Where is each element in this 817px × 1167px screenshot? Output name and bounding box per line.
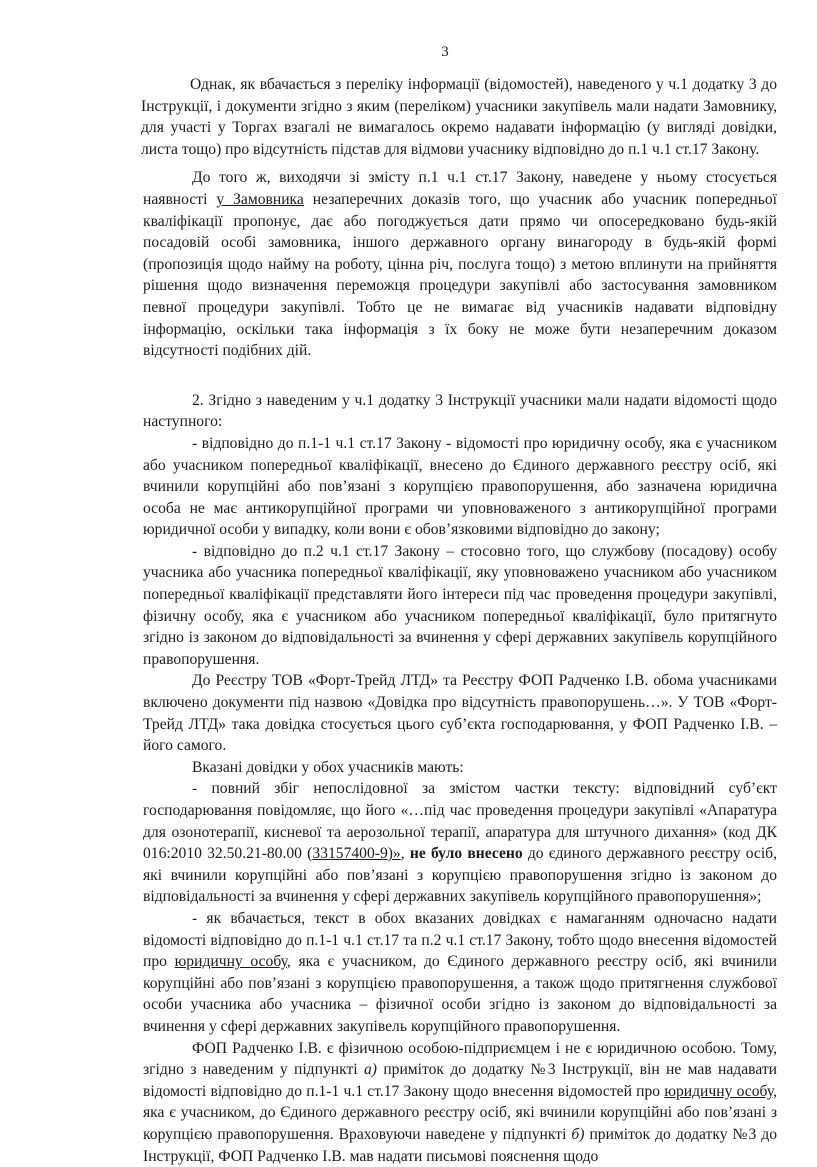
paragraph-8-text-d: до єдиного державного реєстру осіб, які вчинили корупційні або пов’язані з корупцією правопорушення згідно із законом до відповідальності за вчинення у сфері державних закупівель корупційного правопорушення»; [143,845,777,906]
paragraph-10-text-c: , яка є учасником, до Єдиного державного реєстру осіб, які вчинили корупційні або пов’язані з корупцією правопорушення. Враховуючи наведене у підпункті [143,1082,778,1143]
paragraph-8 [143,778,777,908]
paragraph-8-text-a: - повний збіг непослідовної за змістом частки тексту: відповідний суб’єкт господарювання повідомляє, що його «…під час проведення процедури закупівлі «Апаратура для озонотерапії, кисневої та аерозольної терапії, апаратура для штучного дихання» (код ДК 016:2010 32.50.21-80.00 ( [143,780,777,863]
paragraph-9-underlined: юридичну особу [174,953,287,971]
paragraph-2-text-a: До того ж, виходячи зі змісту п.1 ч.1 ст.17 Закону, наведене у ньому стосується наявності [143,169,777,208]
paragraph-3: 2. Згідно з наведеним у ч.1 додатку 3 Інструкції учасники мали надати відомості щодо наступного: [143,391,777,431]
paragraph-6: До Реєстру ТОВ «Форт-Трейд ЛТД» та Реєстру ФОП Радченко І.В. обома учасниками включено документи під назвою «Довідка про відсутність правопорушень…». У ТОВ «Форт-Трейд ЛТД» така довідка стосується цього суб’єкта господарювання, у ФОП Радченко І.В. – його самого. [143,672,777,755]
paragraph-10-underlined: юридичну особу [664,1082,774,1100]
paragraph-2 [143,167,777,361]
paragraph-10-italic-b: б) [571,1125,585,1143]
paragraph-10-italic-a: а) [363,1061,377,1079]
paragraph-10-text-d: приміток до додатку №3 до Інструкції, ФОП Радченко І.В. мав надати письмові пояснення щодо [143,1125,778,1165]
paragraph-10 [143,1038,777,1167]
paragraph-8-text-c: , [400,845,410,863]
paragraph-10-text-b: приміток до додатку №3 Інструкції, він не мав надавати відомості відповідно до п.1-1 ч.1 ст.17 Закону щодо внесення відомостей про [143,1061,777,1100]
paragraph-8-bold: не було внесено [409,845,523,863]
paragraph-5: - відповідно до п.2 ч.1 ст.17 Закону – стосовно того, що службову (посадову) особу учасника або учасника попередньої кваліфікації, яку уповноважено учасником або учасником попередньої кваліфікації представляти його інтереси під час проведення процедури закупівлі, фізичну особу, яка є учасником або учасником попередньої кваліфікації, було притягнуто згідно із законом до відповідальності за вчинення у сфері державних закупівель корупційного правопорушення. [143,542,777,668]
paragraph-2-underlined: у Замовника [216,190,304,208]
paragraph-4: - відповідно до п.1-1 ч.1 ст.17 Закону - відомості про юридичну особу, яка є учасником або учасником попередньої кваліфікації, внесено до Єдиного державного реєстру осіб, які вчинили корупційні або пов’язані з корупцією правопорушення, або зазначена юридична особа не має антикорупційної програми чи уповноваженого з антикорупційної програми юридичної особи у випадку, коли вони є обов’язковими відповідно до закону; [143,434,777,539]
paragraph-9-text-a: - як вбачається, текст в обох вказаних довідках є намаганням одночасно надати відомості відповідно до п.1-1 ч.1 ст.17 та п.2 ч.1 ст.17 Закону, тобто щодо внесення відомостей про [143,909,777,971]
paragraph-9 [143,908,777,1038]
paragraph-9-text-b: , яка є учасником, до Єдиного державного реєстру осіб, які вчинили корупційні або пов’язані з корупцією правопорушення, а також щодо притягнення службової особи учасника або учасника – фізичної особи згідно із законом до відповідальності за вчинення у сфері державних закупівель корупційного правопорушення. [143,953,777,1035]
page-number: 3 [441,44,449,60]
paragraph-7: Вказані довідки у обох учасників мають: [192,758,464,776]
paragraph-10-text-a: ФОП Радченко І.В. є фізичною особою-підприємцем і не є юридичною особою. Тому, згідно з наведеним у підпункті [143,1039,777,1079]
paragraph-2-text-b: незаперечних доказів того, що учасник або учасник попередньої кваліфікації пропонує, дає або погоджується дати прямо чи опосередковано будь-якій посадовій особі замовника, іншого державного органу винагороду в будь-якій формі (пропозиція щодо найму на роботу, цінна річ, послуга тощо) з метою вплинути на прийняття рішення щодо визначення переможця процедури закупівлі або застосування замовником певної процедури закупівлі. Тобто це не вимагає від учасників надавати відповідну інформацію, оскільки така інформація з їх боку не може бути незаперечним доказом відсутності подібних дій. [143,190,777,360]
paragraph-8-underlined: 33157400-9)» [312,845,401,863]
paragraph-1: Однак, як вбачається з переліку інформації (відомостей), наведеного у ч.1 додатку 3 до Інструкції, і документи згідно з яким (переліком) учасники закупівель мали надати Замовнику, для участі у Торгах взагалі не вимагалось окремо надавати інформацію (у вигляді довідки, листа тощо) про відсутність підстав для відмови учаснику відповідно до п.1 ч.1 ст.17 Закону. [141,76,777,158]
